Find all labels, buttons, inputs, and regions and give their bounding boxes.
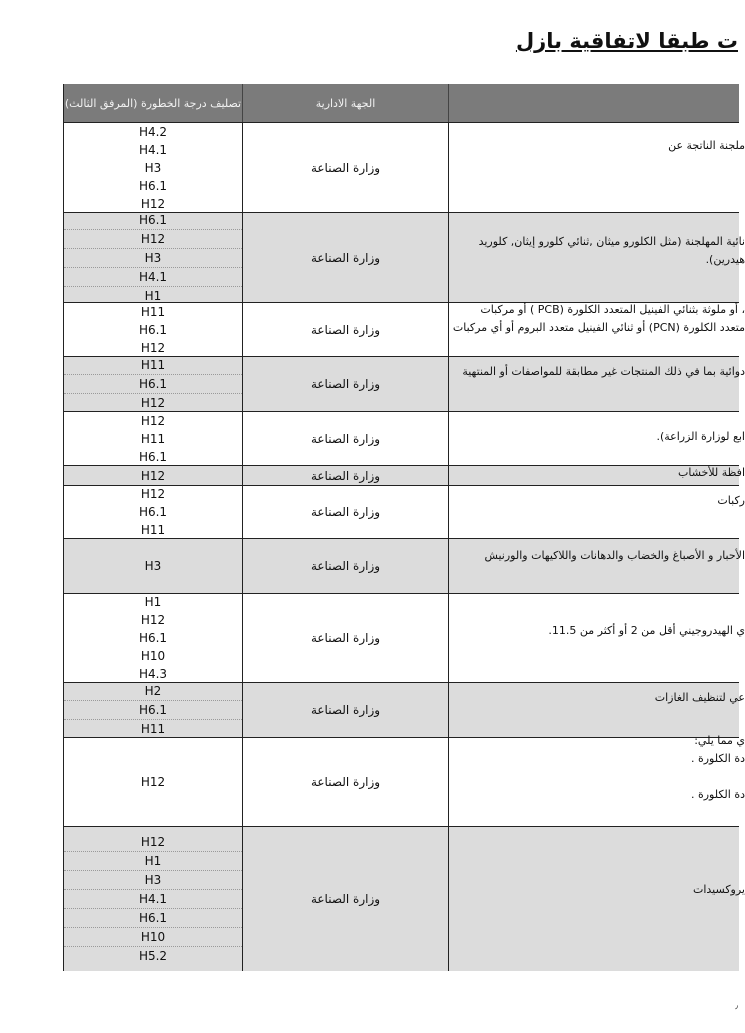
waste-description-line: ي الهيدروجيني أقل من 2 أو أكثر من 11.5. bbox=[548, 624, 745, 637]
table-row bbox=[64, 411, 745, 465]
hazard-code: H3 bbox=[64, 870, 242, 889]
table-row bbox=[64, 356, 745, 411]
hazard-code: H1 bbox=[64, 851, 242, 870]
table-row bbox=[64, 826, 745, 971]
hazard-code: H12 bbox=[64, 393, 242, 412]
authority-cell: وزارة الصناعة bbox=[243, 303, 449, 356]
hazard-code: H12 bbox=[140, 487, 166, 501]
hazard-code-cell bbox=[64, 412, 243, 465]
table-row bbox=[64, 682, 745, 737]
hazard-code: H4.3 bbox=[138, 667, 168, 681]
hazard-code: H6.1 bbox=[138, 505, 168, 519]
waste-description-line: عي لتنظيف الغازات bbox=[654, 691, 745, 704]
waste-description-cell bbox=[449, 594, 745, 682]
hazard-code-cell bbox=[64, 539, 243, 593]
hazard-code-cell bbox=[64, 594, 243, 682]
hazard-code: H12 bbox=[140, 835, 166, 849]
authority-cell: وزارة الصناعة bbox=[243, 213, 449, 302]
hazard-code: H5.2 bbox=[64, 946, 242, 965]
waste-description-cell bbox=[449, 827, 745, 971]
hazard-code: H6.1 bbox=[64, 700, 242, 719]
authority-cell: وزارة الصناعة bbox=[243, 738, 449, 826]
table-row bbox=[64, 538, 745, 593]
waste-description-line: ابع لوزارة الزراعة). bbox=[656, 430, 745, 443]
hazard-code: H4.1 bbox=[64, 267, 242, 286]
hazard-code: H6.1 bbox=[138, 449, 168, 464]
waste-description-line: هيدرين). bbox=[705, 253, 745, 266]
header-classification: تصليف درجة الخطورة (المرفق الثالث) bbox=[64, 84, 243, 122]
table-row bbox=[64, 485, 745, 538]
waste-description-cell bbox=[449, 357, 745, 411]
hazard-code-cell bbox=[64, 486, 243, 538]
table-row bbox=[64, 212, 745, 303]
hazard-code: H10 bbox=[140, 649, 166, 663]
table-row bbox=[64, 593, 745, 682]
waste-description-cell bbox=[449, 213, 745, 302]
hazard-code-cell bbox=[64, 213, 243, 302]
hazard-code: H6.1 bbox=[64, 374, 242, 393]
hazard-code: H12 bbox=[140, 468, 166, 483]
waste-description-cell bbox=[449, 466, 745, 485]
table-row bbox=[64, 465, 745, 485]
hazard-code-cell bbox=[64, 683, 243, 737]
authority-cell: وزارة الصناعة bbox=[243, 539, 449, 593]
authority-cell: وزارة الصناعة bbox=[243, 412, 449, 465]
waste-description-line: ملجنة الناتجة عن bbox=[668, 139, 745, 152]
hazard-code: H6.1 bbox=[138, 212, 168, 227]
waste-description-line: ، أو ملوثة بثنائي الفينيل المتعدد الكلورة (PCB ) أو مركبات bbox=[480, 303, 745, 316]
hazard-code-cell bbox=[64, 123, 243, 212]
hazard-code: H3 bbox=[144, 160, 162, 175]
hazard-code: H3 bbox=[144, 559, 162, 573]
hazard-code: H10 bbox=[64, 927, 242, 946]
waste-description-cell bbox=[449, 412, 745, 465]
authority-cell: وزارة الصناعة bbox=[243, 486, 449, 538]
waste-description-line: متعدد الكلورة (PCN) أو ثنائي الفينيل متعدد البروم أو أي مركبات bbox=[452, 321, 745, 334]
hazard-code: H3 bbox=[64, 248, 242, 267]
waste-description-cell bbox=[449, 539, 745, 593]
hazard-code: H4.1 bbox=[138, 142, 168, 157]
hazard-code: H11 bbox=[140, 523, 166, 537]
waste-description-line: دة الكلورة . bbox=[690, 788, 745, 801]
hazard-code: H4.1 bbox=[64, 889, 242, 908]
waste-description-line: ي مما يلي: bbox=[694, 734, 745, 747]
hazard-code: H11 bbox=[140, 304, 166, 319]
authority-cell: وزارة الصناعة bbox=[243, 594, 449, 682]
hazard-code: H4.2 bbox=[138, 124, 168, 139]
header-description bbox=[449, 84, 739, 122]
table-row bbox=[64, 122, 745, 212]
hazard-code-cell bbox=[64, 738, 243, 826]
hazard-code: H1 bbox=[144, 595, 162, 609]
waste-description-line: نائية المهلجنة (مثل الكلورو ميثان ,ثنائي كلورو إيثان, كلوريد bbox=[478, 235, 745, 248]
waste-description-cell bbox=[449, 734, 745, 826]
waste-description-cell bbox=[449, 486, 745, 538]
authority-cell: وزارة الصناعة bbox=[243, 683, 449, 737]
table-header bbox=[64, 84, 739, 122]
waste-description-line: دة الكلورة . bbox=[690, 752, 745, 765]
waste-description-line: الأحبار و الأصباغ والخضاب والدهانات واللاكيهات والورنيش bbox=[484, 549, 745, 562]
basel-waste-table bbox=[63, 84, 745, 971]
authority-cell: وزارة الصناعة bbox=[243, 466, 449, 485]
waste-description-line: دوائية بما في ذلك المنتجات غير مطابقة للمواصفات أو المنتهية bbox=[462, 365, 745, 378]
hazard-code-cell bbox=[64, 827, 243, 971]
hazard-code-cell bbox=[64, 357, 243, 411]
hazard-code: H11 bbox=[64, 719, 242, 738]
hazard-code: H6.1 bbox=[64, 908, 242, 927]
hazard-code: H6.1 bbox=[138, 322, 168, 337]
hazard-code: H2 bbox=[144, 684, 162, 698]
hazard-code: H1 bbox=[64, 286, 242, 305]
waste-description-line: ركبات bbox=[717, 494, 745, 507]
page-title: ت طبقا لاتفاقية بازل bbox=[515, 29, 738, 53]
hazard-code: H11 bbox=[140, 431, 166, 446]
table-row bbox=[64, 734, 745, 826]
waste-description-line: افظة للأخشاب bbox=[678, 466, 745, 479]
hazard-code: H12 bbox=[140, 413, 166, 428]
waste-description-cell bbox=[449, 683, 745, 737]
waste-description-line: يروكسيدات bbox=[693, 883, 745, 896]
hazard-code: H12 bbox=[140, 775, 166, 789]
hazard-code: H12 bbox=[140, 613, 166, 627]
hazard-code: H12 bbox=[140, 196, 166, 211]
authority-cell: وزارة الصناعة bbox=[243, 827, 449, 971]
hazard-code: H11 bbox=[140, 358, 166, 372]
hazard-code: H12 bbox=[140, 340, 166, 355]
hazard-code-cell bbox=[64, 303, 243, 356]
authority-cell: وزارة الصناعة bbox=[243, 123, 449, 212]
authority-cell: وزارة الصناعة bbox=[243, 357, 449, 411]
page-mark: ٫ bbox=[735, 1001, 738, 1011]
waste-description-cell bbox=[449, 303, 745, 356]
table-row bbox=[64, 302, 745, 356]
hazard-code-cell bbox=[64, 466, 243, 485]
header-authority: الجهة الادارية bbox=[243, 84, 449, 122]
hazard-code: H6.1 bbox=[138, 631, 168, 645]
waste-description-cell bbox=[449, 123, 745, 212]
hazard-code: H12 bbox=[64, 229, 242, 248]
hazard-code: H6.1 bbox=[138, 178, 168, 193]
